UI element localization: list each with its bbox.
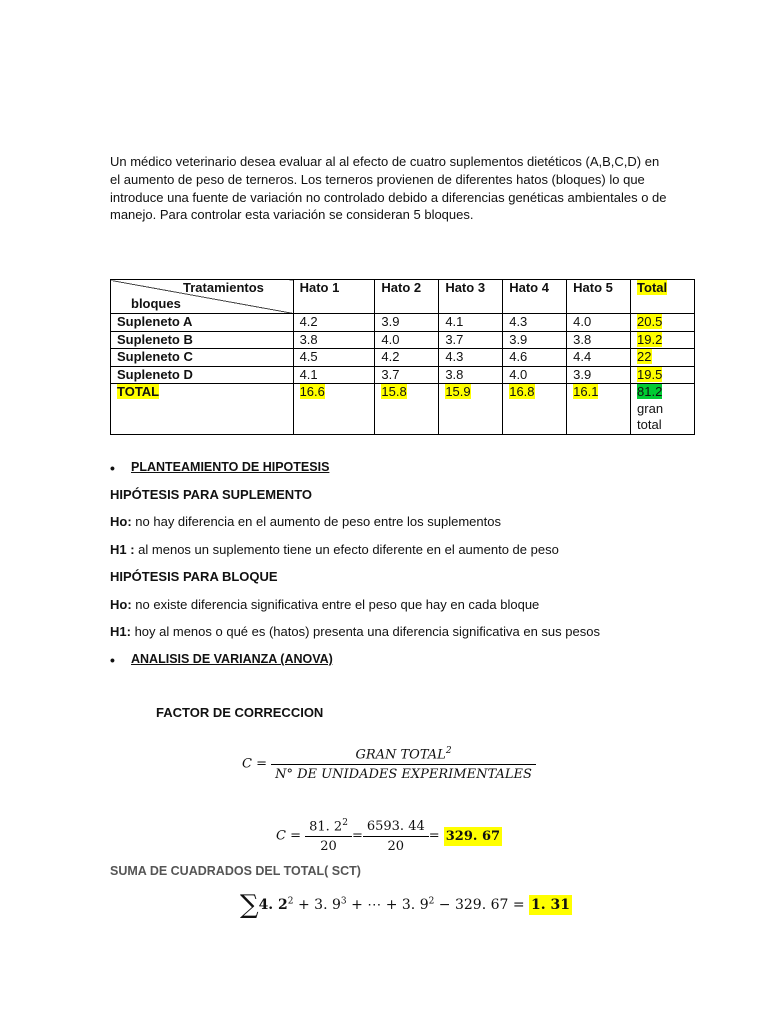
table-cell: 4.1 (293, 366, 375, 384)
table-cell: 4.0 (503, 366, 567, 384)
formula2-frac2-num: 6593. 44 (363, 819, 429, 837)
total-row-label: TOTAL (117, 384, 160, 399)
sct-heading: SUMA DE CUADRADOS DEL TOTAL( SCT) (110, 864, 361, 878)
sum-term-a: 4. 2 (258, 897, 288, 913)
table-cell: 4.1 (439, 314, 503, 332)
row-total-cell (631, 314, 695, 332)
formula2-fraction-2 (363, 819, 429, 854)
sum-exp-c: 2 (428, 896, 435, 907)
bloque-heading: HIPÓTESIS PARA BLOQUE (110, 569, 278, 584)
total-cell (375, 384, 439, 435)
supl-h1-label: H1 : (110, 542, 135, 557)
table-row (111, 314, 695, 332)
table-cell: 3.9 (503, 331, 567, 349)
row-total: 19.2 (637, 331, 663, 347)
table-cell: 4.5 (293, 349, 375, 367)
column-total: 15.8 (381, 384, 407, 399)
formula2-frac1-num-exp: 2 (342, 818, 348, 828)
supl-ho (110, 514, 501, 529)
table-cell: 3.8 (567, 331, 631, 349)
supl-h1-text: al menos un suplemento tiene un efecto diferente en el aumento de peso (134, 542, 559, 557)
supl-h1 (110, 542, 559, 557)
column-total: 16.6 (299, 384, 325, 399)
table-cell: 3.9 (375, 314, 439, 332)
table-header-row (111, 280, 695, 314)
bloque-h1 (110, 624, 600, 639)
sum-term-b: + 3. 9 (293, 897, 341, 913)
row-total-cell (631, 349, 695, 367)
total-cell (567, 384, 631, 435)
total-row-label-cell (111, 384, 294, 435)
grand-total-cell (631, 384, 695, 435)
table-cell: 4.2 (293, 314, 375, 332)
row-total: 22 (637, 349, 652, 364)
bloque-ho-text: no existe diferencia significativa entre el peso que hay en cada bloque (131, 597, 540, 612)
factor-heading: FACTOR DE CORRECCION (156, 705, 324, 720)
column-total: 16.8 (509, 384, 535, 399)
formula1-fraction (271, 746, 536, 782)
table-cell: 3.8 (439, 366, 503, 384)
header-hato-4: Hato 4 (503, 280, 567, 314)
formula2-result: 329. 67 (445, 828, 501, 844)
formula1-numerator-text: GRAN TOTAL (355, 747, 446, 763)
formula2-frac1-num-text: 81. 2 (309, 819, 343, 835)
header-total (631, 280, 695, 314)
formula2-frac1-num (305, 818, 352, 837)
grand-total-note: gran total (637, 400, 664, 432)
formula1-numerator-exp: 2 (445, 746, 452, 756)
corner-bloques: bloques (131, 296, 181, 311)
total-cell (293, 384, 375, 435)
bloque-h1-text: hoy al menos o qué es (hatos) presenta una diferencia significativa en sus pesos (130, 624, 600, 639)
table-cell: 3.8 (293, 331, 375, 349)
table-cell: 4.3 (503, 314, 567, 332)
header-hato-1: Hato 1 (293, 280, 375, 314)
total-cell (439, 384, 503, 435)
row-total: 19.5 (637, 366, 663, 382)
corner-tratamientos: Tratamientos (183, 280, 264, 295)
row-total: 20.5 (637, 314, 663, 329)
table-cell: 3.9 (567, 366, 631, 384)
grand-total: 81.2 (637, 384, 663, 399)
table-cell: 4.6 (503, 349, 567, 367)
table-row (111, 366, 695, 384)
bloque-ho (110, 597, 539, 612)
formula1-numerator (271, 746, 536, 765)
table-total-row (111, 384, 695, 435)
table-cell: 4.3 (439, 349, 503, 367)
supl-ho-label: Ho: (110, 514, 132, 529)
table-row (111, 331, 695, 349)
sigma-symbol: ∑ (240, 890, 259, 920)
sum-exp-b: 3 (340, 896, 347, 907)
formula-sct (240, 890, 572, 920)
row-label: Supleneto C (111, 349, 294, 367)
formula-correction-factor (242, 746, 536, 782)
table-cell: 3.7 (375, 366, 439, 384)
row-label: Supleneto B (111, 331, 294, 349)
table-corner-cell (111, 280, 294, 314)
section-anova-title: • ANALISIS DE VARIANZA (ANOVA) (131, 652, 333, 666)
column-total: 16.1 (573, 384, 599, 399)
formula1-denominator: N° DE UNIDADES EXPERIMENTALES (275, 767, 532, 783)
row-label: Supleneto A (111, 314, 294, 332)
formula2-lhs: C = (276, 828, 301, 844)
header-hato-3: Hato 3 (439, 280, 503, 314)
formula2-fraction-1 (305, 818, 352, 854)
column-total: 15.9 (445, 384, 471, 399)
table-cell: 4.0 (567, 314, 631, 332)
header-total-label: Total (637, 280, 668, 295)
sum-term-c: + ⋯ + 3. 9 (346, 897, 429, 913)
sum-result: 1. 31 (531, 897, 571, 913)
formula1-lhs: C = (242, 756, 267, 772)
intro-paragraph: Un médico veterinario desea evaluar al al efecto de cuatro suplementos dietéticos (A,B,C,D) en el aumento de peso de terneros. Los terneros provienen de diferentes hatos (bloques) lo que introduce una fuente de variación no controlado debido a diferencias genéticas ambientales o de manejo. Para controlar esta variación se consideran 5 bloques. (110, 154, 667, 223)
sum-term-d: − 329. 67 = (434, 897, 530, 913)
supl-heading: HIPÓTESIS PARA SUPLEMENTO (110, 487, 313, 502)
formula2-frac1-den: 20 (320, 839, 337, 855)
table-cell: 4.2 (375, 349, 439, 367)
row-label: Supleneto D (111, 366, 294, 384)
row-total-cell (631, 331, 695, 349)
formula2-frac2-den: 20 (387, 838, 405, 854)
section-hipotesis-title: • PLANTEAMIENTO DE HIPOTESIS (131, 460, 329, 474)
sum-exp-a: 2 (287, 896, 294, 907)
row-total-cell (631, 366, 695, 384)
header-hato-2: Hato 2 (375, 280, 439, 314)
supl-ho-text: no hay diferencia en el aumento de peso entre los suplementos (131, 514, 501, 529)
header-hato-5: Hato 5 (567, 280, 631, 314)
table-cell: 4.0 (375, 331, 439, 349)
formula-correction-values: C = $\frac{81. 2^2}{20}$ = $\frac{6593. 44}{20}$ = 329. 67 (276, 818, 501, 855)
bloque-ho-label: Ho: (110, 597, 132, 612)
table-cell: 4.4 (567, 349, 631, 367)
bloque-h1-label: H1: (110, 624, 131, 639)
table-cell: 3.7 (439, 331, 503, 349)
table-row (111, 349, 695, 367)
total-cell (503, 384, 567, 435)
data-table (110, 279, 695, 435)
